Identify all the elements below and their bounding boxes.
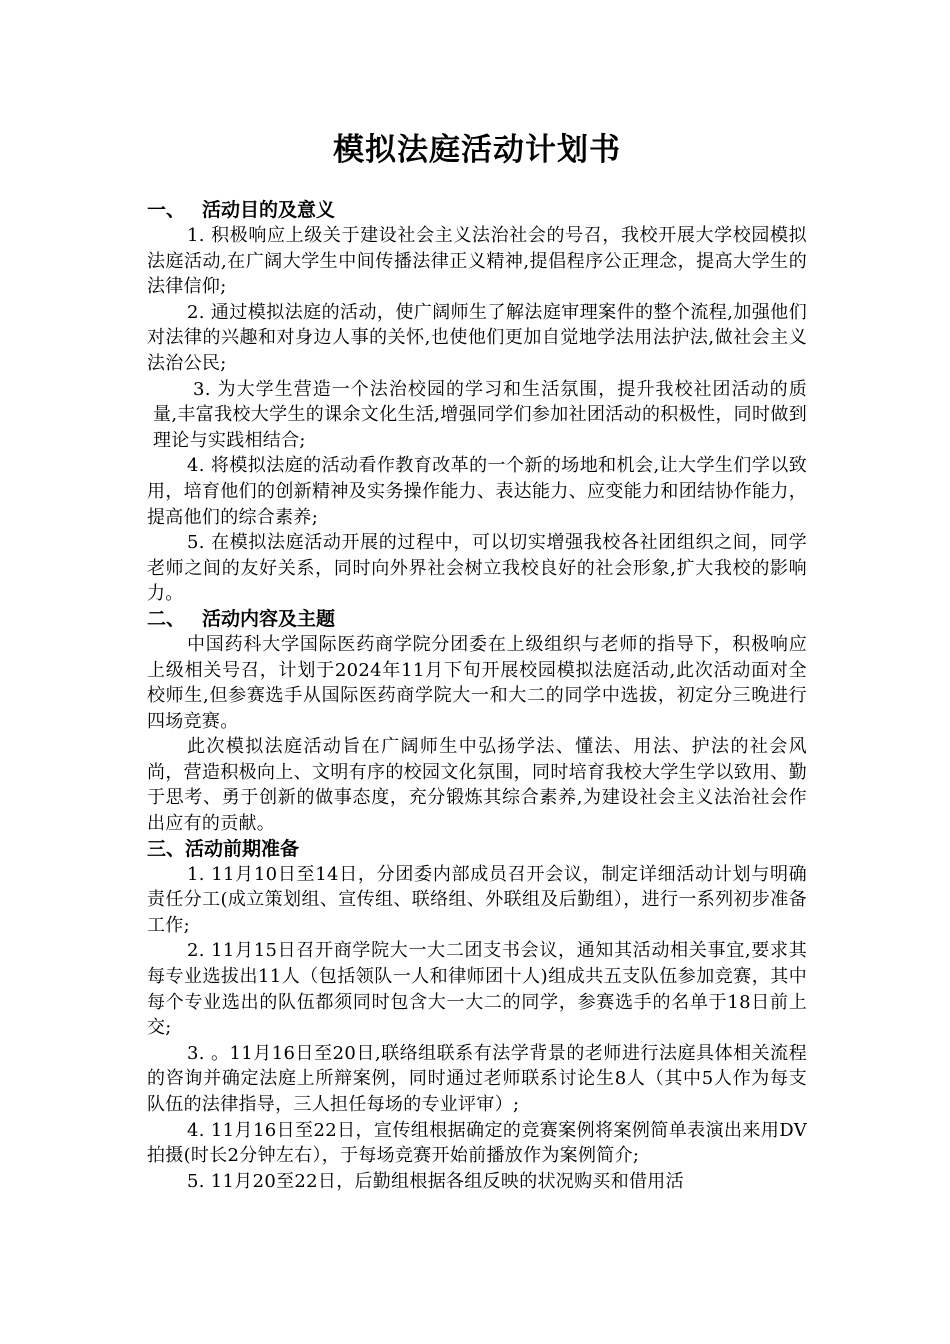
section-preparation <box>147 837 807 1195</box>
section-title: 活动内容及主题 <box>202 607 336 630</box>
paragraph: 3. 。11月16日至20日,联络组联系有法学背景的老师进行法庭具体相关流程的咨询并确定法庭上所辩案例，同时通过老师联系讨论生8人（其中5人作为每支队伍的法律指导，三人担任每场的专业评审）; <box>147 1042 807 1115</box>
section-number: 二、 <box>147 607 186 630</box>
paragraph: 2. 11月15日召开商学院大一大二团支书会议，通知其活动相关事宜,要求其每专业选拔出11人（包括领队一人和律师团十人)组成共五支队伍参加竞赛，其中每个专业选出的队伍都须同时包含大一大二的同学，参赛选手的名单于18日前上交; <box>147 940 807 1039</box>
paragraph: 1. 11月10日至14日，分团委内部成员召开会议，制定详细活动计划与明确责任分工(成立策划组、宣传组、联络组、外联组及后勤组），进行一系列初步准备工作; <box>147 863 807 936</box>
section-heading <box>147 607 807 632</box>
section-title: 活动目的及意义 <box>202 199 336 221</box>
paragraph: 4. 将模拟法庭的活动看作教育改革的一个新的场地和机会,让大学生们学以致用，培育他们的创新精神及实务操作能力、表达能力、应变能力和团结协作能力，提高他们的综合素养; <box>147 455 807 528</box>
section-number: 一、 <box>147 199 186 221</box>
paragraph: 3. 为大学生营造一个法治校园的学习和生活氛围，提升我校社团活动的质量,丰富我校大学生的课余文化生活,增强同学们参加社团活动的积极性，同时做到理论与实践相结合; <box>153 378 807 451</box>
paragraph: 4. 11月16日至22日，宣传组根据确定的竞赛案例将案例简单表演出来用DV拍摄(时长2分钟左右），于每场竞赛开始前播放作为案例简介; <box>147 1119 807 1167</box>
paragraph: 此次模拟法庭活动旨在广阔师生中弘扬学法、懂法、用法、护法的社会风尚，营造积极向上、文明有序的校园文化氛围，同时培育我校大学生学以致用、勤于思考、勇于创新的做事态度，充分锻炼其综合素养,为建设社会主义法治社会作出应有的贡献。 <box>147 736 807 835</box>
section-title: 活动前期准备 <box>185 837 300 860</box>
paragraph: 中国药科大学国际医药商学院分团委在上级组织与老师的指导下，积极响应上级相关号召，计划于2024年11月下旬开展校园模拟法庭活动,此次活动面对全校师生,但参赛选手从国际医药商学院大一和大二的同学中选拔，初定分三晚进行四场竞赛。 <box>147 633 807 732</box>
document-page <box>147 128 807 1194</box>
section-content <box>147 607 807 837</box>
paragraph: 5. 11月20至22日，后勤组根据各组反映的状况购买和借用活 <box>187 1170 684 1192</box>
section-heading <box>147 198 807 223</box>
section-heading <box>147 837 807 862</box>
paragraph: 1. 积极响应上级关于建设社会主义法治社会的号召，我校开展大学校园模拟法庭活动,在广阔大学生中间传播法律正义精神,提倡程序公正理念，提高大学生的法律信仰; <box>147 225 807 298</box>
document-title: 模拟法庭活动计划书 <box>333 132 621 168</box>
section-purpose <box>147 198 807 607</box>
section-number: 三、 <box>147 837 186 860</box>
paragraph: 5. 在模拟法庭活动开展的过程中，可以切实增强我校各社团组织之间，同学老师之间的友好关系，同时向外界社会树立我校良好的社会形象,扩大我校的影响力。 <box>147 532 807 605</box>
paragraph: 2. 通过模拟法庭的活动，使广阔师生了解法庭审理案件的整个流程,加强他们对法律的兴趣和对身边人事的关怀,也使他们更加自觉地学法用法护法,做社会主义法治公民; <box>147 301 807 374</box>
